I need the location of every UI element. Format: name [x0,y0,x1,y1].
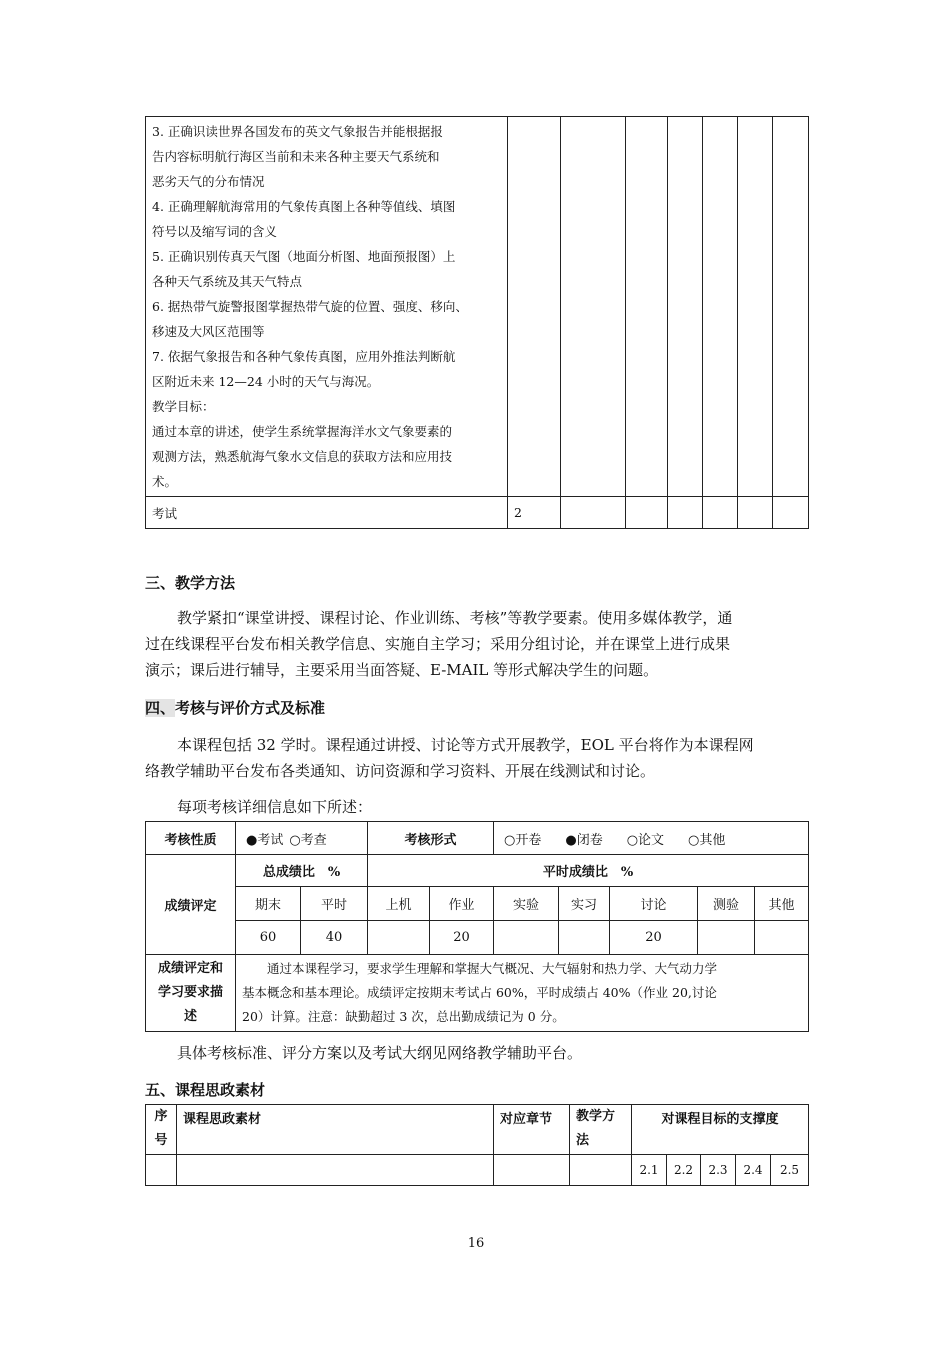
description-line: 7. 依据气象报告和各种气象传真图，应用外推法判断航 [152,349,456,364]
assessment-paragraph [145,732,810,784]
grade-value [698,921,755,955]
paragraph-line: 教学紧扣“课堂讲授、课程讨论、作业训练、考核”等教学要素。使用多媒体教学，通 [177,609,733,627]
col-no-header [146,1105,177,1155]
nature-option-exam: ●考试 [246,832,284,848]
description-line: 教学目标： [152,399,215,414]
nature-label: 考核性质 [146,822,236,855]
paragraph-line: 过在线课程平台发布相关教学信息、实施自主学习；采用分组讨论，并在课堂上进行成果 [145,635,731,653]
target-column: 2.1 [632,1155,667,1186]
empty-cell [703,497,738,529]
paragraph-line: 具体考核标准、评分方案以及考试大纲见网络教学辅助平台。 [177,1044,583,1062]
description-line: 5. 正确识别传真天气图（地面分析图、地面预报图）上 [152,249,456,264]
header-line: 号 [154,1133,168,1148]
exam-label: 考试 [146,497,508,529]
ideology-material-table [145,1104,809,1186]
grade-header: 上机 [368,887,430,921]
header-line: 序 [154,1109,168,1124]
empty-cell [668,117,703,497]
grade-label: 成绩评定 [146,855,236,955]
grade-header: 实验 [494,887,559,921]
grade-header: 其他 [755,887,809,921]
teaching-method-paragraph [145,605,810,683]
paragraph-line: 每项考核详细信息如下所述： [177,798,373,816]
grade-header: 讨论 [610,887,698,921]
description-line: 3. 正确识读世界各国发布的英文气象报告并能根据报 [152,124,443,139]
empty-cell [494,1155,570,1186]
label-line: 成绩评定和 [157,961,223,976]
description-line: 4. 正确理解航海常用的气象传真图上各种等值线、填图 [152,199,456,214]
nature-option-check: ○考查 [289,832,327,848]
usual-ratio-label: 平时成绩比 % [368,855,809,887]
nature-options [236,822,368,855]
description-line: 区附近未来 12—24 小时的天气与海况。 [152,374,380,389]
target-column: 2.5 [771,1155,809,1186]
description-line: 移速及大风区范围等 [152,324,265,339]
empty-cell [738,497,773,529]
description-line: 通过本章的讲述，使学生系统掌握海洋水文气象要素的 [152,424,453,439]
empty-cell [626,497,668,529]
empty-cell [626,117,668,497]
target-column: 2.3 [701,1155,736,1186]
form-option-open: ○开卷 [504,832,542,848]
label-line: 述 [183,1009,197,1024]
description-line: 观测方法，熟悉航海气象水文信息的获取方法和应用技 [152,449,453,464]
assessment-table [145,821,809,1032]
description-line: 通过本课程学习，要求学生理解和掌握大气概况、大气辐射和热力学、大气动力学 [242,961,718,976]
empty-cell [738,117,773,497]
heading-highlight: 四、 [145,699,176,717]
empty-cell [668,497,703,529]
form-option-closed: ●闭卷 [565,832,603,848]
section-heading-assessment [145,697,325,718]
empty-cell [508,117,561,497]
chapter-content-table [145,116,809,529]
paragraph-line: 本课程包括 32 学时。课程通过讲授、讨论等方式开展教学，EOL 平台将作为本课程网 [177,736,754,754]
empty-cell [177,1155,494,1186]
grade-value: 20 [430,921,494,955]
description-line: 术。 [152,474,178,489]
label-line: 学习要求描 [157,985,223,1000]
grade-header: 实习 [559,887,610,921]
form-option-other: ○其他 [688,832,726,848]
target-column: 2.4 [736,1155,771,1186]
empty-cell [561,117,626,497]
description-line: 各种天气系统及其天气特点 [152,274,303,289]
description-line: 6. 据热带气旋警报图掌握热带气旋的位置、强度、移向、 [152,299,468,314]
chapter-description-cell [146,117,508,497]
form-option-paper: ○论文 [626,832,665,848]
empty-cell [773,117,809,497]
empty-cell [146,1155,177,1186]
grade-value [559,921,610,955]
grade-header: 测验 [698,887,755,921]
section-heading-teaching-method: 三、教学方法 [145,574,236,592]
exam-hours: 2 [508,497,561,529]
empty-cell [570,1155,632,1186]
description-line: 基本概念和基本理论。成绩评定按期末考试占 60%，平时成绩占 40%（作业 20,讨论 [242,985,717,1000]
header-line: 法 [576,1133,590,1148]
grade-value [368,921,430,955]
grade-value: 20 [610,921,698,955]
description-line: 告内容标明航行海区当前和未来各种主要天气系统和 [152,149,440,164]
target-column: 2.2 [667,1155,701,1186]
description-line: 20）计算。注意：缺勤超过 3 次，总出勤成绩记为 0 分。 [242,1009,565,1024]
form-options [494,822,809,855]
section-heading-ideology: 五、课程思政素材 [145,1081,266,1099]
col-chapter-header: 对应章节 [494,1105,570,1155]
grade-header: 作业 [430,887,494,921]
col-support-header: 对课程目标的支撑度 [632,1105,809,1155]
grade-value: 40 [301,921,368,955]
grade-value [755,921,809,955]
grade-value [494,921,559,955]
grade-header: 平时 [301,887,368,921]
header-line: 教学方 [576,1109,616,1124]
total-ratio-label: 总成绩比 % [236,855,368,887]
page-number: 16 [467,1236,485,1251]
heading-text: 考核与评价方式及标准 [175,699,326,717]
empty-cell [773,497,809,529]
grade-value: 60 [236,921,301,955]
paragraph-line: 演示；课后进行辅导，主要采用当面答疑、E-MAIL 等形式解决学生的问题。 [145,661,659,679]
description-label [146,955,236,1032]
description-line: 符号以及缩写词的含义 [152,224,278,239]
grade-description [236,955,809,1032]
empty-cell [561,497,626,529]
col-method-header [570,1105,632,1155]
paragraph-line: 络教学辅助平台发布各类通知、访问资源和学习资料、开展在线测试和讨论。 [145,762,656,780]
assessment-after [145,1040,810,1066]
assessment-intro [145,794,810,820]
grade-header: 期末 [236,887,301,921]
description-line: 恶劣天气的分布情况 [152,174,265,189]
col-material-header: 课程思政素材 [177,1105,494,1155]
form-label: 考核形式 [368,822,494,855]
empty-cell [703,117,738,497]
